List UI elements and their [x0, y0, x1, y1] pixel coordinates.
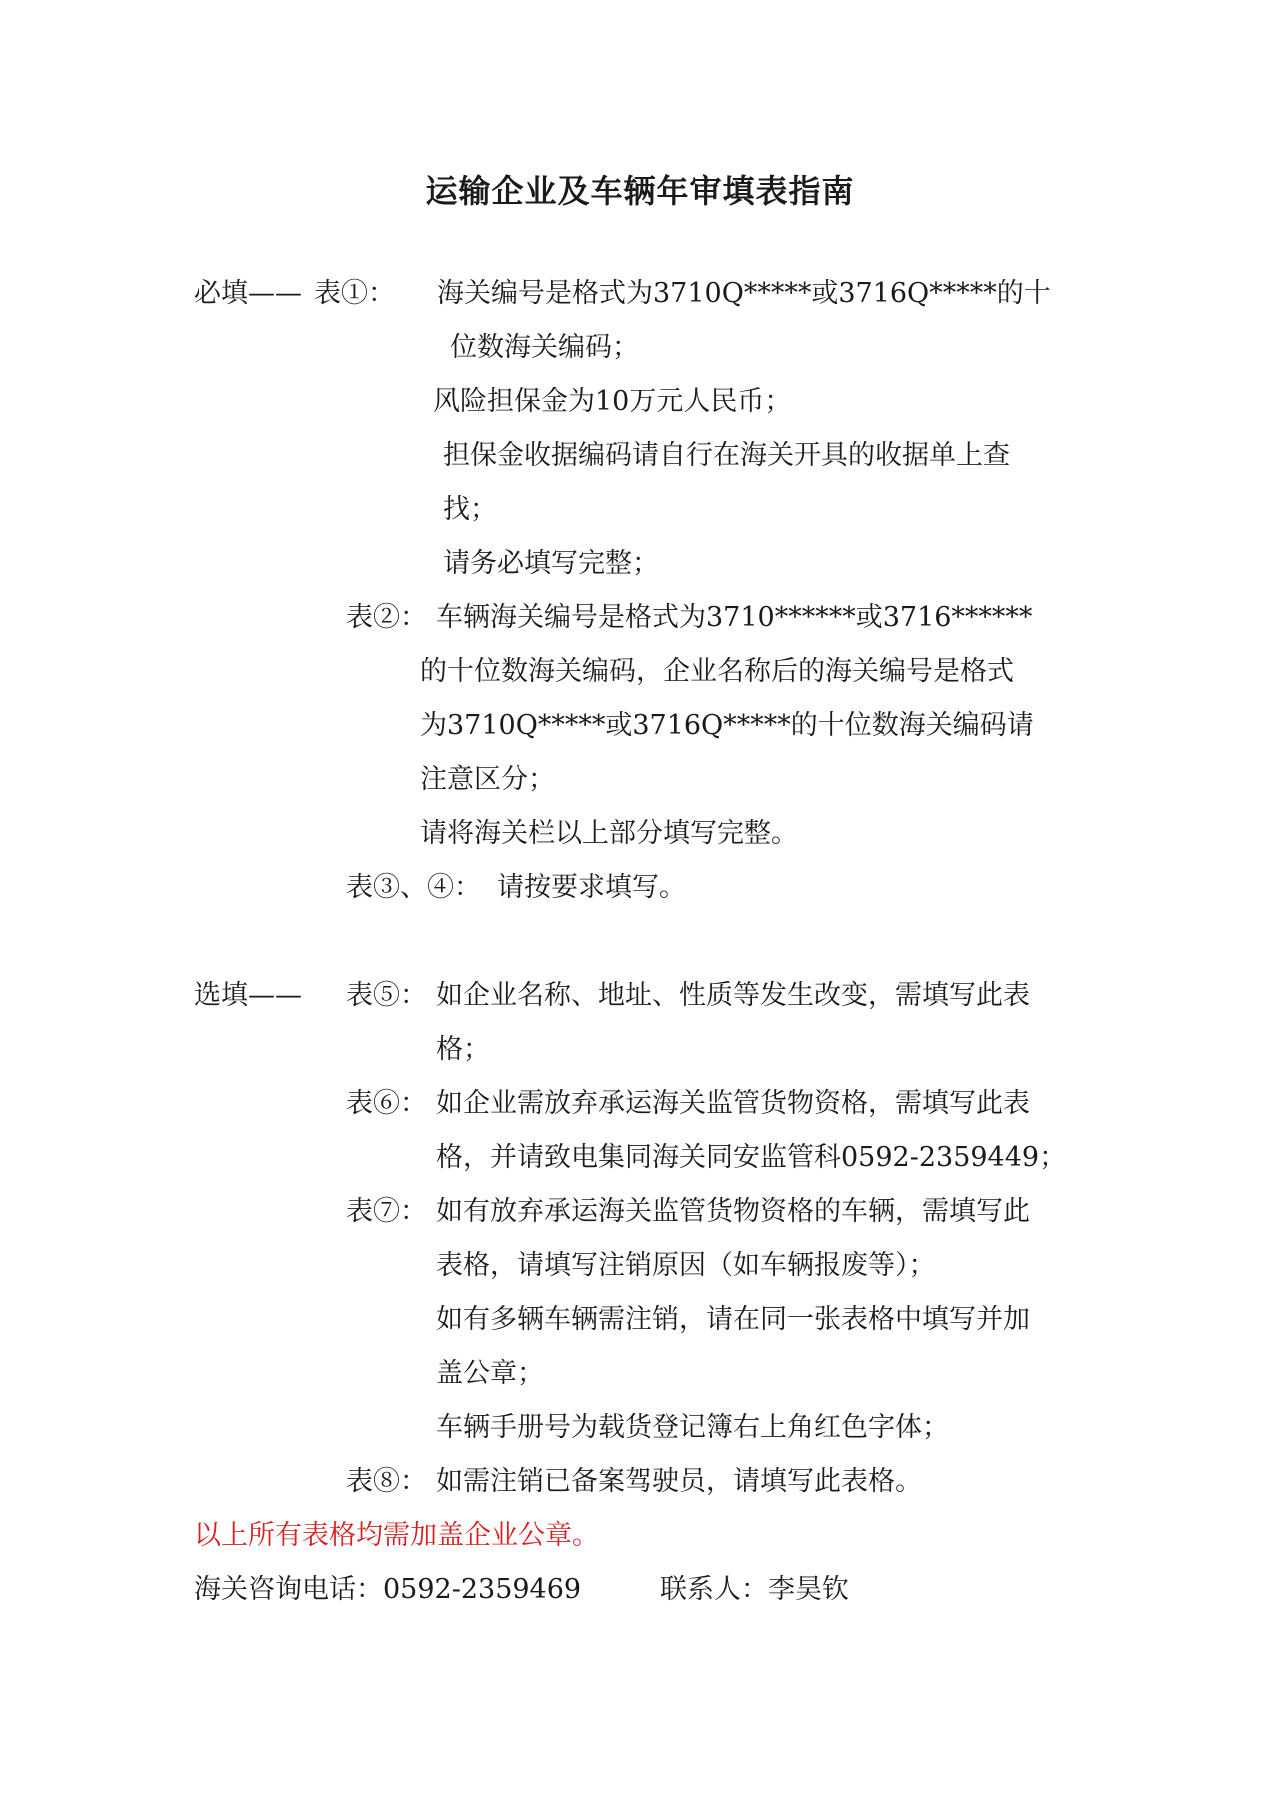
table7-label: 表⑦：: [346, 1196, 427, 1227]
table1-line: 担保金收据编码请自行在海关开具的收据单上查: [443, 440, 1010, 471]
table1-line: 找；: [443, 494, 497, 525]
table2-label: 表②：: [346, 602, 427, 633]
table34-text: 请按要求填写。: [497, 872, 686, 903]
table5-line: 如企业名称、地址、性质等发生改变，需填写此表: [436, 980, 1030, 1011]
table2-line: 的十位数海关编码，企业名称后的海关编号是格式: [420, 656, 1014, 687]
seal-notice: 以上所有表格均需加盖企业公章。: [194, 1520, 599, 1551]
contact-person: 联系人：李昊钦: [660, 1574, 849, 1605]
table7-line: 车辆手册号为载货登记簿右上角红色字体；: [436, 1412, 949, 1443]
table1-line: 请务必填写完整；: [443, 548, 659, 579]
table2-line: 请将海关栏以上部分填写完整。: [420, 818, 798, 849]
table5-label: 表⑤：: [346, 980, 427, 1011]
table1-line: 位数海关编码；: [450, 332, 639, 363]
table1-label: 表①：: [314, 278, 395, 309]
required-heading: 必填——: [194, 278, 302, 309]
table7-line: 如有多辆车辆需注销，请在同一张表格中填写并加: [436, 1304, 1030, 1335]
table7-line: 如有放弃承运海关监管货物资格的车辆，需填写此: [436, 1196, 1030, 1227]
optional-heading: 选填——: [194, 980, 302, 1011]
table6-label: 表⑥：: [346, 1088, 427, 1119]
document-title: 运输企业及车辆年审填表指南: [425, 172, 855, 210]
table2-line: 为3710Q*****或3716Q*****的十位数海关编码请: [420, 710, 1034, 741]
table8-line: 如需注销已备案驾驶员，请填写此表格。: [436, 1466, 922, 1497]
table7-line: 表格，请填写注销原因（如车辆报废等）；: [436, 1250, 936, 1281]
table2-line: 车辆海关编号是格式为3710******或3716******: [436, 602, 1033, 633]
table1-line: 风险担保金为10万元人民币；: [433, 386, 792, 417]
table7-line: 盖公章；: [436, 1358, 544, 1389]
table1-line: 海关编号是格式为3710Q*****或3716Q*****的十: [437, 278, 1051, 309]
table8-label: 表⑧：: [346, 1466, 427, 1497]
table34-label: 表③、④：: [346, 872, 481, 903]
table6-line: 格，并请致电集同海关同安监管科0592-2359449；: [436, 1142, 1067, 1173]
consult-phone: 海关咨询电话：0592-2359469: [194, 1574, 582, 1605]
table6-line: 如企业需放弃承运海关监管货物资格，需填写此表: [436, 1088, 1030, 1119]
table2-line: 注意区分；: [420, 764, 555, 795]
table5-line: 格；: [436, 1034, 490, 1065]
